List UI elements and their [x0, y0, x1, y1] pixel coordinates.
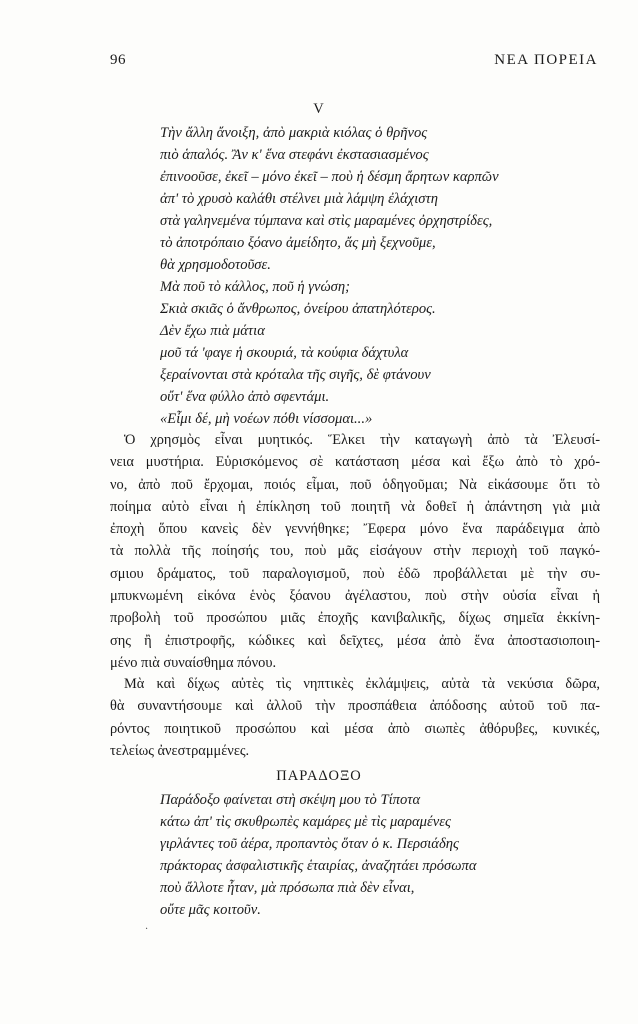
- poem-v: [160, 122, 499, 430]
- prose-line: σης ἢ ἐπιστροφῆς, κώδικες καὶ δεῖχτες, μέσα ἀπὸ ἕνα ἀποστασιοποιη-: [110, 632, 600, 649]
- poem-line: Τὴν ἄλλη ἄνοιξη, ἀπὸ μακριὰ κιόλας ὁ θρῆνος: [160, 125, 428, 141]
- poem-line: τὸ ἀποτρόπαιο ξόανο ἀμείδητο, ἄς μὴ ξεχνοῦμε,: [160, 235, 436, 251]
- prose-line: θὰ συναντήσουμε καὶ ἀλλοῦ τὴν προσπάθεια ἀπόδοσης αὐτοῦ τοῦ πα-: [110, 698, 600, 715]
- poem-heading-paradoxo: ΠΑΡΑΔΟΞΟ: [276, 768, 362, 784]
- poem-line: ἐπινοοῦσε, ἐκεῖ – μόνο ἐκεῖ – ποὺ ἡ δέσμη ἄρητων καρπῶν: [160, 169, 499, 185]
- poem-line: θὰ χρησμοδοτοῦσε.: [160, 257, 271, 273]
- poem-line: κάτω ἀπ' τὶς σκυθρωπὲς καμάρες μὲ τὶς μαραμένες: [160, 814, 451, 830]
- poem-line: μοῦ τά 'φαγε ἡ σκουριά, τὰ κούφια δάχτυλα: [160, 345, 409, 361]
- poem-line: «Εἶμι δέ, μὴ νοέων πόθι νίσσομαι...»: [160, 411, 373, 427]
- poem-line: πράκτορας ἀσφαλιστικῆς ἑταιρίας, ἀναζητάει πρόσωπα: [160, 858, 477, 874]
- poem-paradoxo: [160, 789, 477, 921]
- prose-line: νο, ἀπὸ ποῦ ἔρχομαι, ποιός εἶμαι, ποῦ ὁδηγοῦμαι; Νὰ εἰκάσουμε ὅτι τὸ: [110, 476, 600, 493]
- prose-line: ἐποχὴ ὅπου κανεὶς δὲν γεννήθηκε; Ἔφερα μόνο ἕνα παράδειγμα ἀπὸ: [110, 521, 600, 538]
- running-title: ΝΕΑ ΠΟΡΕΙΑ: [494, 52, 598, 68]
- prose-line: σμιου δράματος, τοῦ παραλογισμοῦ, ποὺ ἐδῶ προβάλλεται μὲ τὴν συ-: [110, 565, 600, 582]
- prose-line: τελείως ἀνεστραμμένες.: [110, 742, 250, 759]
- poem-line: Σκιὰ σκιᾶς ὁ ἄνθρωπος, ὀνείρου ἀπατηλότερος.: [160, 301, 436, 317]
- poem-line: ποὺ ἄλλοτε ἦταν, μὰ πρόσωπα πιὰ δὲν εἶναι,: [160, 880, 415, 896]
- poem-line: πιὸ ἁπαλός. Ἂν κ' ἕνα στεφάνι ἐκστασιασμένος: [160, 147, 429, 163]
- page-header: [110, 52, 598, 72]
- print-speck: ·: [145, 924, 149, 935]
- prose-line: προβολὴ τοῦ προσώπου μιᾶς ἐποχῆς κανιβαλικῆς, δίχως σημεῖα ἐκκίνη-: [110, 610, 600, 627]
- poem-line: στὰ γαληνεμένα τύμπανα καὶ στὶς μαραμένες ὀρχηστρίδες,: [160, 213, 493, 229]
- prose-line: μένο πιὰ συναίσθημα πόνου.: [110, 654, 277, 671]
- poem-line: οὔτε μᾶς κοιτοῦν.: [160, 902, 261, 918]
- poem-line: ἀπ' τὸ χρυσὸ καλάθι στέλνει μιὰ λάμψη ἐλάχιστη: [160, 191, 438, 207]
- prose-paragraph-1: [110, 429, 600, 674]
- prose-line: τὰ πολλὰ τῆς ποίησής του, ποὺ μᾶς εἰσάγουν στὴν περιοχὴ τοῦ παγκό-: [110, 543, 600, 560]
- page-number: 96: [110, 52, 126, 68]
- poem-heading-v: V: [313, 101, 325, 117]
- prose-line: Ὁ χρησμὸς εἶναι μυητικός. Ἕλκει τὴν καταγωγὴ ἀπὸ τὰ Ἐλευσί-: [124, 432, 600, 448]
- prose-line: ρόντος ποιητικοῦ προσώπου καὶ μέσα ἀπὸ σιωπὲς ἀθόρυβες, κυνικές,: [110, 720, 600, 737]
- poem-line: Μὰ ποῦ τὸ κάλλος, ποῦ ἡ γνώση;: [160, 279, 350, 295]
- poem-line: οὔτ' ἕνα φύλλο ἀπὸ σφεντάμι.: [160, 389, 330, 405]
- poem-line: γιρλάντες τοῦ ἀέρα, προπαντὸς ὅταν ὁ κ. Περσιάδης: [160, 836, 459, 852]
- prose-paragraph-2: [110, 673, 600, 762]
- poem-line: Δὲν ἔχω πιὰ μάτια: [160, 323, 265, 339]
- poem-line: ξεραίνονται στὰ κρόταλα τῆς σιγῆς, δὲ φτάνουν: [160, 367, 431, 383]
- prose-line: ποίημα αὐτὸ εἶναι ἡ ἐπίκληση τοῦ ποιητῆ νὰ δοθεῖ ἡ ἀπάντηση γιὰ μιὰ: [110, 498, 600, 515]
- prose-line: μπυκνωμένη εἰκόνα ἑνὸς ξόανου ἀγέλαστου, ποὺ στὴν οὐσία εἶναι ἡ: [110, 588, 600, 605]
- poem-line: Παράδοξο φαίνεται στὴ σκέψη μου τὸ Τίποτα: [160, 792, 421, 808]
- prose-line: Μὰ καὶ δίχως αὐτὲς τὶς νηπτικὲς ἐκλάμψεις, αὐτὰ τὰ νεκύσια δῶρα,: [124, 676, 600, 692]
- prose-line: νεια μυστήρια. Εὑρισκόμενος σὲ κατάσταση μέσα καὶ ἔξω ἀπὸ τὸ χρό-: [110, 454, 600, 471]
